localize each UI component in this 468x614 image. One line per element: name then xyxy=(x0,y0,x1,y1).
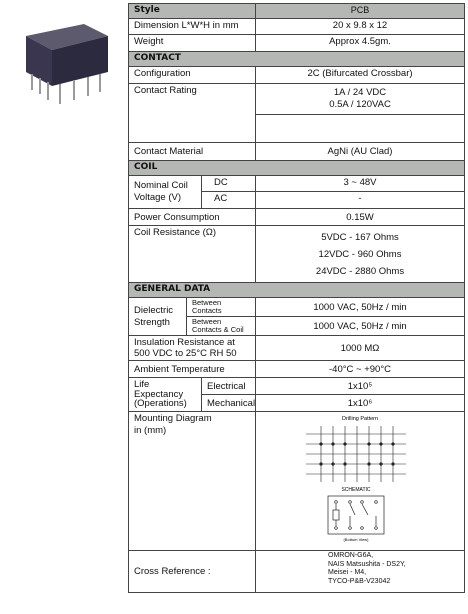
dc-value: 3 ~ 48V xyxy=(256,176,465,192)
bottom-view-label: (Bottom View) xyxy=(343,537,369,542)
relay-product-image xyxy=(22,14,112,110)
drilling-grid xyxy=(306,426,406,482)
dimension-label: Dimension L*W*H in mm xyxy=(129,19,256,35)
weight-label: Weight xyxy=(129,35,256,52)
dielectric-value1: 1000 VAC, 50Hz / min xyxy=(256,298,465,317)
life-label: Life Expectancy (Operations) xyxy=(129,378,202,412)
dielectric-value2: 1000 VAC, 50Hz / min xyxy=(256,317,465,336)
contact-rating-value: 1A / 24 VDC 0.5A / 120VAC xyxy=(256,84,465,115)
drilling-pattern-label: Drilling Pattern xyxy=(342,416,379,422)
coil-header: COIL xyxy=(129,161,465,176)
dimension-value: 20 x 9.8 x 12 xyxy=(256,19,465,35)
ambient-value: -40°C ~ +90°C xyxy=(256,361,465,378)
contact-rating-blank xyxy=(256,115,465,143)
insulation-value: 1000 MΩ xyxy=(256,336,465,361)
coil-resistance-label: Coil Resistance (Ω) xyxy=(129,226,256,283)
dielectric-label: Dielectric Strength xyxy=(129,298,187,336)
nominal-coil-label: Nominal Coil Voltage (V) xyxy=(129,176,202,209)
contact-header: CONTACT xyxy=(129,52,465,67)
power-value: 0.15W xyxy=(256,209,465,226)
cross-reference-label: Cross Reference : xyxy=(129,551,256,593)
mechanical-value: 1x10⁶ xyxy=(256,395,465,412)
coil-resistance-value: 5VDC - 167 Ohms 12VDC - 960 Ohms 24VDC - 2880 Ohms xyxy=(256,226,465,283)
weight-value: Approx 4.5gm. xyxy=(256,35,465,52)
dielectric-sub2: Between Contacts & Coil xyxy=(187,317,256,336)
mechanical-label: Mechanical xyxy=(202,395,256,412)
general-header: GENERAL DATA xyxy=(129,283,465,298)
style-label: Style xyxy=(129,4,256,19)
ac-value: - xyxy=(256,192,465,209)
electrical-label: Electrical xyxy=(202,378,256,395)
dc-label: DC xyxy=(202,176,256,192)
ac-label: AC xyxy=(202,192,256,209)
configuration-value: 2C (Bifurcated Crossbar) xyxy=(256,67,465,84)
configuration-label: Configuration xyxy=(129,67,256,84)
electrical-value: 1x10⁵ xyxy=(256,378,465,395)
mounting-label: Mounting Diagram in (mm) xyxy=(129,412,256,551)
mounting-diagram-cell xyxy=(256,412,465,551)
cross-reference-value: OMRON-G6A, NAIS Matsushita - DS2Y, Meisei - M4, TYCO-P&B-V23042 xyxy=(256,551,465,593)
style-value: PCB xyxy=(256,4,465,19)
contact-material-value: AgNi (AU Clad) xyxy=(256,143,465,161)
spec-table xyxy=(128,3,465,593)
contact-material-label: Contact Material xyxy=(129,143,256,161)
contact-rating-label: Contact Rating xyxy=(129,84,256,143)
mounting-diagram xyxy=(256,412,460,547)
schematic-drawing xyxy=(328,496,384,534)
schematic-label: SCHEMATIC xyxy=(341,487,371,493)
power-label: Power Consumption xyxy=(129,209,256,226)
dielectric-sub1: Between Contacts xyxy=(187,298,256,317)
insulation-label: Insulation Resistance at 500 VDC to 25°C RH 50 xyxy=(129,336,256,361)
ambient-label: Ambient Temperature xyxy=(129,361,256,378)
